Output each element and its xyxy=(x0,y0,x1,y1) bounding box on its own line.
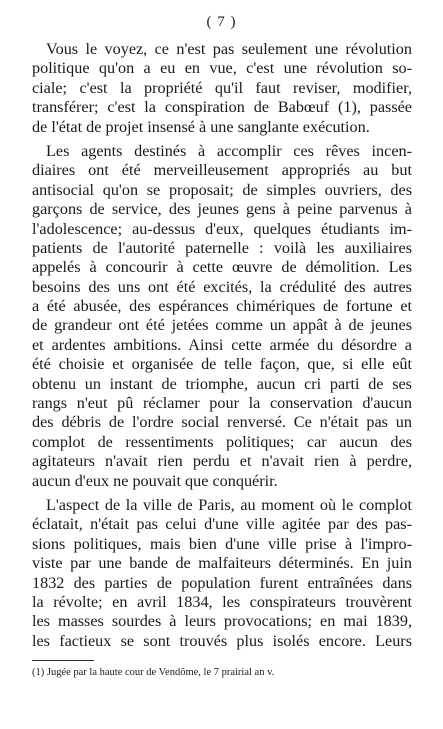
text-line: rangs n'eut pû réclamer pour la conservation d'aucun xyxy=(32,394,412,413)
text-line: garçons de service, des jeunes gens à peine parvenus à xyxy=(32,200,412,219)
footnote: (1) Jugée par la haute cour de Vendôme, le 7 prairial an v. xyxy=(32,667,275,678)
body-text xyxy=(32,40,412,651)
text-line: transférer; c'est la conspiration de Babœuf (1), passée xyxy=(32,98,412,117)
text-line: de grandeur ont été jetées comme un appât à de jeunes xyxy=(32,316,412,335)
text-line: viste par une bande de malfaiteurs déterminés. En juin xyxy=(32,554,412,573)
paragraph-3 xyxy=(32,496,412,651)
text-line: sions politiques, mais bien d'une ville prise à l'impro- xyxy=(32,534,412,553)
text-line: de l'état de projet insensé à une sanglante exécution. xyxy=(32,117,370,136)
text-line: été choisie et organisée de telle façon, que, si elle eût xyxy=(32,355,412,374)
text-line: éclatait, n'était pas celui d'une ville agitée par des pas- xyxy=(32,515,412,534)
text-line: antisocial qu'on se proposait; de simples ouvriers, des xyxy=(32,180,412,199)
text-line: 1832 des parties de population furent entraînées dans xyxy=(32,573,412,592)
text-line: a été abusée, des espérances chimériques de fortune et xyxy=(32,297,412,316)
text-line: besoins des uns ont été excités, la crédulité des autres xyxy=(32,277,412,296)
text-line: appelés à concourir à cette œuvre de démolition. Les xyxy=(32,258,412,277)
text-line: L'aspect de la ville de Paris, au moment où le complot xyxy=(46,495,412,514)
text-line: complot de ressentiments politiques; car aucun des xyxy=(32,432,412,451)
text-line: Les agents destinés à accomplir ces rêves incen- xyxy=(46,141,412,160)
text-line: l'adolescence; au-dessus d'eux, quelques étudiants im- xyxy=(32,219,412,238)
paragraph-2 xyxy=(32,142,412,491)
text-line: les masses sourdes à leurs provocations; en mai 1839, xyxy=(32,612,412,631)
text-line: la révolte; en avril 1834, les conspirateurs trouvèrent xyxy=(32,592,412,611)
text-line: des débris de l'ordre social renversé. Ce n'était pas un xyxy=(32,413,412,432)
paragraph-1 xyxy=(32,40,412,137)
text-line: politique qu'on a eu en vue, c'est une révolution so- xyxy=(32,59,412,78)
text-line: les factieux se sont trouvés plus isolés encore. Leurs xyxy=(32,631,412,650)
text-line: diaires ont été merveilleusement appropriés au but xyxy=(32,161,412,180)
text-line: et ardentes ambitions. Ainsi cette armée du désordre a xyxy=(32,335,412,354)
page-number: ( 7 ) xyxy=(206,14,237,30)
footnote-rule xyxy=(32,660,94,661)
text-line: ciale; c'est la propriété qu'il faut reviser, modifier, xyxy=(32,78,412,97)
text-line: agitateurs n'avait rien perdu et n'avait rien à perdre, xyxy=(32,452,412,471)
text-line: patients de l'autorité paternelle : voilà les auxiliaires xyxy=(32,238,412,257)
text-line: Vous le voyez, ce n'est pas seulement une révolution xyxy=(46,40,412,58)
text-line: obtenu un instant de triomphe, aucun cri parti de ses xyxy=(32,374,412,393)
text-line: aucun d'eux ne pouvait que conquérir. xyxy=(32,471,278,490)
